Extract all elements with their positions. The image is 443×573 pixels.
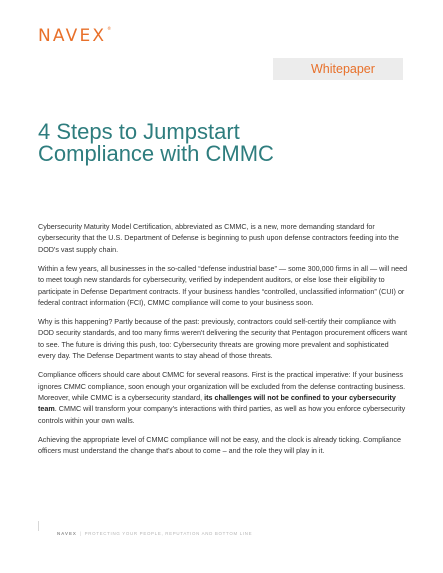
navex-logo bbox=[38, 26, 111, 46]
page-footer bbox=[57, 531, 252, 536]
logo-text: NAVEX bbox=[38, 26, 107, 46]
title-line-1: 4 Steps to Jumpstart bbox=[38, 119, 240, 144]
document-title bbox=[38, 121, 358, 165]
paragraph-4-tail: . CMMC will transform your company's interactions with third parties, as well as how you enforce cybersecurity controls within your own walls. bbox=[38, 404, 406, 425]
doc-type-banner bbox=[273, 58, 403, 80]
paragraph-5: Achieving the appropriate level of CMMC compliance will not be easy, and the clock is already ticking. Compliance officers must understand the change that's about to come – and the role they will play in it. bbox=[38, 434, 402, 456]
paragraph-4-lead: Compliance officers should care about CMMC for several reasons. First is the practical imperative: If your business ignores CMMC compliance, soon enough your organization will be excluded from the defense contracting business. Moreover, while CMMC is a cybersecurity standard, bbox=[38, 370, 406, 403]
paragraph-4-emphasis: its challenges will not be confined to your cybersecurity team bbox=[38, 393, 396, 414]
paragraph-4 bbox=[38, 369, 408, 426]
title-line-2: Compliance with CMMC bbox=[38, 141, 274, 166]
footer-separator: | bbox=[79, 531, 82, 536]
paragraph-3: Why is this happening? Partly because of the past: previously, contractors could self-certify their compliance with DOD security standards, and too many firms weren't delivering the security that Pentagon procurement officers want to see. The future is driving this push, too: Cybersecurity threats are growing more prevalent and sophisticated every day. The Defense Department wants to stay ahead of those threats. bbox=[38, 317, 408, 361]
footer-tagline: PROTECTING YOUR PEOPLE, REPUTATION AND BOTTOM LINE bbox=[84, 531, 253, 536]
footer-rule bbox=[38, 521, 43, 531]
logo-trademark: ® bbox=[107, 26, 112, 31]
paragraph-2: Within a few years, all businesses in the so-called “defense industrial base” — some 300,000 firms in all — will need to meet tough new standards for cybersecurity, verified by independent auditors, or else lose their eligibility to participate in Defense Department contracts. If your business handles “controlled, unclassified information” (CUI) or federal contract information (FCI), CMMC compliance will come to your business soon. bbox=[38, 263, 408, 308]
footer-brand: NAVEX bbox=[57, 531, 77, 536]
paragraph-1: Cybersecurity Maturity Model Certification, abbreviated as CMMC, is a new, more demanding standard for cybersecurity that the U.S. Department of Defense is beginning to push upon defense contractors feeding into the DOD's vast supply chain. bbox=[38, 222, 399, 254]
doc-type-label: Whitepaper bbox=[311, 62, 375, 76]
body-text bbox=[38, 221, 408, 464]
